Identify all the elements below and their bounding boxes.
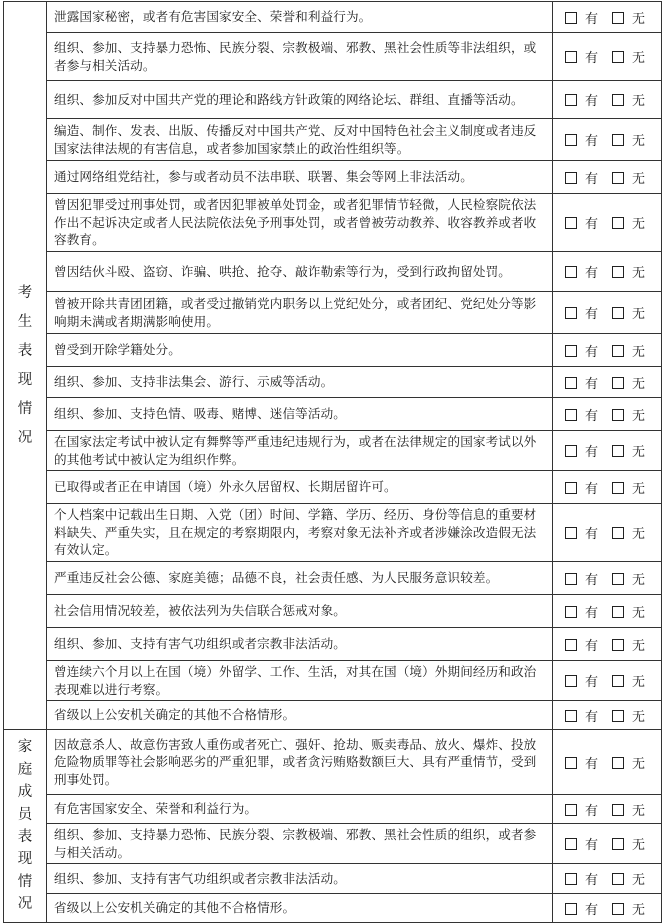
checkbox-yes[interactable]: [565, 838, 577, 850]
option-no-label: 无: [632, 527, 646, 542]
answer-cell: [553, 194, 662, 252]
checkbox-yes[interactable]: [565, 527, 577, 539]
condition-text: 省级以上公安机关确定的其他不合格情形。: [47, 701, 553, 730]
checkbox-no[interactable]: [612, 482, 624, 494]
condition-text: 组织、参加反对中国共产党的理论和路线方针政策的网络论坛、群组、直播等活动。: [47, 81, 553, 119]
checkbox-no[interactable]: [612, 804, 624, 816]
option-yes[interactable]: [565, 753, 598, 772]
political-review-table: [3, 1, 662, 923]
option-no[interactable]: [612, 90, 645, 109]
option-yes[interactable]: [565, 899, 598, 918]
checkbox-no[interactable]: [612, 134, 624, 146]
option-yes-label: 有: [585, 605, 599, 621]
option-no-label: 无: [632, 266, 646, 281]
answer-cell: [553, 730, 662, 795]
table-row: [4, 119, 662, 161]
checkbox-no[interactable]: [612, 838, 624, 850]
checkbox-yes[interactable]: [565, 217, 577, 229]
option-yes[interactable]: [565, 373, 598, 392]
option-yes[interactable]: [565, 8, 598, 27]
checkbox-no[interactable]: [612, 307, 624, 319]
option-yes-label: 有: [585, 408, 599, 424]
answer-cell: [553, 119, 662, 161]
option-yes-label: 有: [585, 638, 599, 654]
option-yes[interactable]: [565, 523, 598, 542]
condition-text: 组织、参加、支持非法集会、游行、示威等活动。: [47, 367, 553, 398]
checkbox-yes[interactable]: [565, 757, 577, 769]
answer-cell: [553, 334, 662, 367]
option-yes[interactable]: [565, 869, 598, 888]
option-no[interactable]: [612, 569, 645, 588]
checkbox-yes[interactable]: [565, 445, 577, 457]
option-no[interactable]: [612, 899, 645, 918]
table-row: [4, 33, 662, 81]
checkbox-no[interactable]: [612, 172, 624, 184]
examinee-category-cell: [4, 2, 47, 730]
family-category-cell: [4, 730, 47, 923]
answer-cell: [553, 864, 662, 894]
table-row: [4, 431, 662, 471]
option-no[interactable]: [612, 635, 645, 654]
option-no[interactable]: [612, 8, 645, 27]
condition-text: 组织、参加、支持有害气功组织或者宗教非法活动。: [47, 628, 553, 661]
option-no-label: 无: [632, 605, 646, 621]
option-no[interactable]: [612, 213, 645, 232]
option-yes[interactable]: [565, 262, 598, 281]
condition-text: 曾连续六个月以上在国（境）外留学、工作、生活，对其在国（境）外期间经历和政治表现难以进行考察。: [47, 661, 553, 701]
answer-cell: [553, 701, 662, 730]
table-row: [4, 471, 662, 504]
option-yes-label: 有: [585, 376, 599, 392]
option-no-label: 无: [632, 408, 646, 424]
checkbox-yes[interactable]: [565, 94, 577, 106]
option-yes[interactable]: [565, 478, 598, 497]
condition-text: 社会信用情况较差，被依法列为失信联合惩戒对象。: [47, 595, 553, 628]
answer-cell: [553, 398, 662, 431]
option-yes-label: 有: [585, 171, 599, 187]
option-no-label: 无: [632, 51, 646, 66]
condition-text: 个人档案中记载出生日期、入党（团）时间、学籍、学历、经历、身份等信息的重要材料缺失、严重失实，且在规定的考察期限内，考察对象无法补齐或者涉嫌涂改造假无法有效认定。: [47, 504, 553, 562]
condition-text: 曾因犯罪受过刑事处罚，或者因犯罪被单处罚金，或者犯罪情节轻微，人民检察院依法作出不起诉决定或者人民法院依法免予刑事处罚，或者曾被劳动教养、收容教养或者收容教育。: [47, 194, 553, 252]
answer-cell: [553, 81, 662, 119]
checkbox-yes[interactable]: [565, 51, 577, 63]
option-yes[interactable]: [565, 706, 598, 725]
checkbox-no[interactable]: [612, 675, 624, 687]
checkbox-no[interactable]: [612, 606, 624, 618]
condition-text: 通过网络组党结社，参与或者动员不法串联、联署、集会等网上非法活动。: [47, 161, 553, 194]
checkbox-yes[interactable]: [565, 903, 577, 915]
option-yes-label: 有: [585, 51, 599, 66]
checkbox-no[interactable]: [612, 573, 624, 585]
checkbox-no[interactable]: [612, 377, 624, 389]
condition-text: 组织、参加、支持暴力恐怖、民族分裂、宗教极端、邪教、黑社会性质的组织，或者参与相关活动。: [47, 824, 553, 864]
checkbox-no[interactable]: [612, 409, 624, 421]
option-no[interactable]: [612, 834, 645, 853]
option-yes-label: 有: [585, 756, 599, 772]
option-yes[interactable]: [565, 834, 598, 853]
checkbox-no[interactable]: [612, 903, 624, 915]
option-no-label: 无: [632, 217, 646, 232]
option-yes-label: 有: [585, 675, 599, 690]
condition-text: 曾受到开除学籍处分。: [47, 334, 553, 367]
checkbox-yes[interactable]: [565, 345, 577, 357]
option-yes-label: 有: [585, 572, 599, 588]
checkbox-no[interactable]: [612, 873, 624, 885]
checkbox-yes[interactable]: [565, 710, 577, 722]
checkbox-no[interactable]: [612, 12, 624, 24]
table-row: [4, 367, 662, 398]
option-no-label: 无: [632, 873, 646, 888]
option-yes[interactable]: [565, 602, 598, 621]
option-yes[interactable]: [565, 213, 598, 232]
answer-cell: [553, 595, 662, 628]
answer-cell: [553, 824, 662, 864]
checkbox-yes[interactable]: [565, 804, 577, 816]
condition-text: 曾因结伙斗殴、盗窃、诈骗、哄抢、抢夺、敲诈勒索等行为，受到行政拘留处罚。: [47, 252, 553, 292]
option-no-label: 无: [632, 803, 646, 819]
checkbox-yes[interactable]: [565, 266, 577, 278]
option-yes-label: 有: [585, 873, 599, 888]
checkbox-no[interactable]: [612, 445, 624, 457]
option-no[interactable]: [612, 869, 645, 888]
option-no[interactable]: [612, 523, 645, 542]
option-no[interactable]: [612, 405, 645, 424]
option-no-label: 无: [632, 902, 646, 918]
checkbox-yes[interactable]: [565, 377, 577, 389]
option-no-label: 无: [632, 376, 646, 392]
option-yes[interactable]: [565, 130, 598, 149]
checkbox-no[interactable]: [612, 217, 624, 229]
answer-cell: [553, 628, 662, 661]
table-row: [4, 701, 662, 730]
answer-cell: [553, 292, 662, 334]
option-no[interactable]: [612, 671, 645, 690]
checkbox-no[interactable]: [612, 639, 624, 651]
table-row: [4, 292, 662, 334]
checkbox-yes[interactable]: [565, 606, 577, 618]
table-row: [4, 864, 662, 894]
checkbox-yes[interactable]: [565, 639, 577, 651]
answer-cell: [553, 2, 662, 33]
family-category-label: 家 庭 成 员 表 现 情 况: [17, 739, 33, 913]
condition-text: 组织、参加、支持色情、吸毒、赌博、迷信等活动。: [47, 398, 553, 431]
checkbox-yes[interactable]: [565, 675, 577, 687]
option-no-label: 无: [632, 481, 646, 497]
option-no[interactable]: [612, 262, 645, 281]
checkbox-yes[interactable]: [565, 172, 577, 184]
option-no-label: 无: [632, 344, 646, 360]
checkbox-no[interactable]: [612, 527, 624, 539]
table-row: [4, 2, 662, 33]
answer-cell: [553, 252, 662, 292]
checkbox-yes[interactable]: [565, 873, 577, 885]
option-no-label: 无: [632, 134, 646, 149]
option-yes[interactable]: [565, 47, 598, 66]
option-yes-label: 有: [585, 838, 599, 853]
option-no[interactable]: [612, 303, 645, 322]
checkbox-no[interactable]: [612, 345, 624, 357]
option-yes[interactable]: [565, 671, 598, 690]
answer-cell: [553, 431, 662, 471]
checkbox-yes[interactable]: [565, 307, 577, 319]
table-row: [4, 795, 662, 824]
option-yes-label: 有: [585, 266, 599, 281]
option-no-label: 无: [632, 572, 646, 588]
answer-cell: [553, 33, 662, 81]
option-no-label: 无: [632, 445, 646, 460]
option-yes-label: 有: [585, 902, 599, 918]
option-no[interactable]: [612, 800, 645, 819]
option-yes[interactable]: [565, 168, 598, 187]
option-no-label: 无: [632, 638, 646, 654]
option-yes[interactable]: [565, 569, 598, 588]
option-yes-label: 有: [585, 217, 599, 232]
condition-text: 曾被开除共青团团籍，或者受过撤销党内职务以上党纪处分，或者团纪、党纪处分等影响期未满或者期满影响使用。: [47, 292, 553, 334]
option-yes-label: 有: [585, 709, 599, 725]
condition-text: 已取得或者正在申请国（境）外永久居留权、长期居留许可。: [47, 471, 553, 504]
option-yes-label: 有: [585, 445, 599, 460]
condition-text: 因故意杀人、故意伤害致人重伤或者死亡、强奸、抢劫、贩卖毒品、放火、爆炸、投放危险物质罪等社会影响恶劣的严重犯罪，或者贪污贿赂数额巨大、具有严重情节，受到刑事处罚。: [47, 730, 553, 795]
option-yes-label: 有: [585, 344, 599, 360]
checkbox-no[interactable]: [612, 94, 624, 106]
option-no-label: 无: [632, 11, 646, 27]
option-yes[interactable]: [565, 90, 598, 109]
checkbox-yes[interactable]: [565, 12, 577, 24]
option-yes-label: 有: [585, 94, 599, 109]
table-row: [4, 334, 662, 367]
option-yes-label: 有: [585, 481, 599, 497]
option-yes-label: 有: [585, 527, 599, 542]
option-yes-label: 有: [585, 11, 599, 27]
option-no[interactable]: [612, 478, 645, 497]
option-no-label: 无: [632, 307, 646, 322]
option-no[interactable]: [612, 602, 645, 621]
option-yes-label: 有: [585, 134, 599, 149]
option-no-label: 无: [632, 94, 646, 109]
table-row: [4, 730, 662, 795]
option-yes[interactable]: [565, 405, 598, 424]
option-no[interactable]: [612, 341, 645, 360]
option-yes[interactable]: [565, 635, 598, 654]
option-no[interactable]: [612, 168, 645, 187]
condition-text: 编造、制作、发表、出版、传播反对中国共产党、反对中国特色社会主义制度或者违反国家法律法规的有害信息，或者参加国家禁止的政治性组织等。: [47, 119, 553, 161]
answer-cell: [553, 471, 662, 504]
condition-text: 在国家法定考试中被认定有舞弊等严重违纪违规行为，或者在法律规定的国家考试以外的其他考试中被认定为组织作弊。: [47, 431, 553, 471]
option-no[interactable]: [612, 753, 645, 772]
condition-text: 泄露国家秘密，或者有危害国家安全、荣誉和利益行为。: [47, 2, 553, 33]
option-no[interactable]: [612, 706, 645, 725]
table-row: [4, 595, 662, 628]
checkbox-yes[interactable]: [565, 134, 577, 146]
checkbox-no[interactable]: [612, 266, 624, 278]
answer-cell: [553, 562, 662, 595]
option-yes-label: 有: [585, 307, 599, 322]
table-row: [4, 661, 662, 701]
option-no-label: 无: [632, 709, 646, 725]
condition-text: 有危害国家安全、荣誉和利益行为。: [47, 795, 553, 824]
answer-cell: [553, 367, 662, 398]
table-row: [4, 81, 662, 119]
answer-cell: [553, 795, 662, 824]
table-row: [4, 252, 662, 292]
option-no-label: 无: [632, 171, 646, 187]
option-no-label: 无: [632, 838, 646, 853]
table-row: [4, 894, 662, 923]
table-row: [4, 504, 662, 562]
examinee-category-label: 考 生 表 现 情 况: [17, 284, 33, 446]
table-row: [4, 562, 662, 595]
checkbox-no[interactable]: [612, 757, 624, 769]
option-no[interactable]: [612, 130, 645, 149]
checkbox-no[interactable]: [612, 710, 624, 722]
condition-text: 组织、参加、支持暴力恐怖、民族分裂、宗教极端、邪教、黑社会性质等非法组织，或者参与相关活动。: [47, 33, 553, 81]
checkbox-yes[interactable]: [565, 482, 577, 494]
answer-cell: [553, 661, 662, 701]
option-yes-label: 有: [585, 803, 599, 819]
table-row: [4, 161, 662, 194]
option-yes[interactable]: [565, 303, 598, 322]
option-yes[interactable]: [565, 341, 598, 360]
table-row: [4, 824, 662, 864]
answer-cell: [553, 504, 662, 562]
option-yes[interactable]: [565, 800, 598, 819]
option-no[interactable]: [612, 373, 645, 392]
option-no[interactable]: [612, 47, 645, 66]
answer-cell: [553, 161, 662, 194]
option-no-label: 无: [632, 675, 646, 690]
condition-text: 组织、参加、支持有害气功组织或者宗教非法活动。: [47, 864, 553, 894]
answer-cell: [553, 894, 662, 923]
table-row: [4, 628, 662, 661]
condition-text: 省级以上公安机关确定的其他不合格情形。: [47, 894, 553, 923]
option-no-label: 无: [632, 756, 646, 772]
checkbox-yes[interactable]: [565, 409, 577, 421]
option-yes[interactable]: [565, 441, 598, 460]
option-no[interactable]: [612, 441, 645, 460]
table-row: [4, 194, 662, 252]
table-row: [4, 398, 662, 431]
checkbox-yes[interactable]: [565, 573, 577, 585]
condition-text: 严重违反社会公德、家庭美德；品德不良，社会责任感、为人民服务意识较差。: [47, 562, 553, 595]
checkbox-no[interactable]: [612, 51, 624, 63]
